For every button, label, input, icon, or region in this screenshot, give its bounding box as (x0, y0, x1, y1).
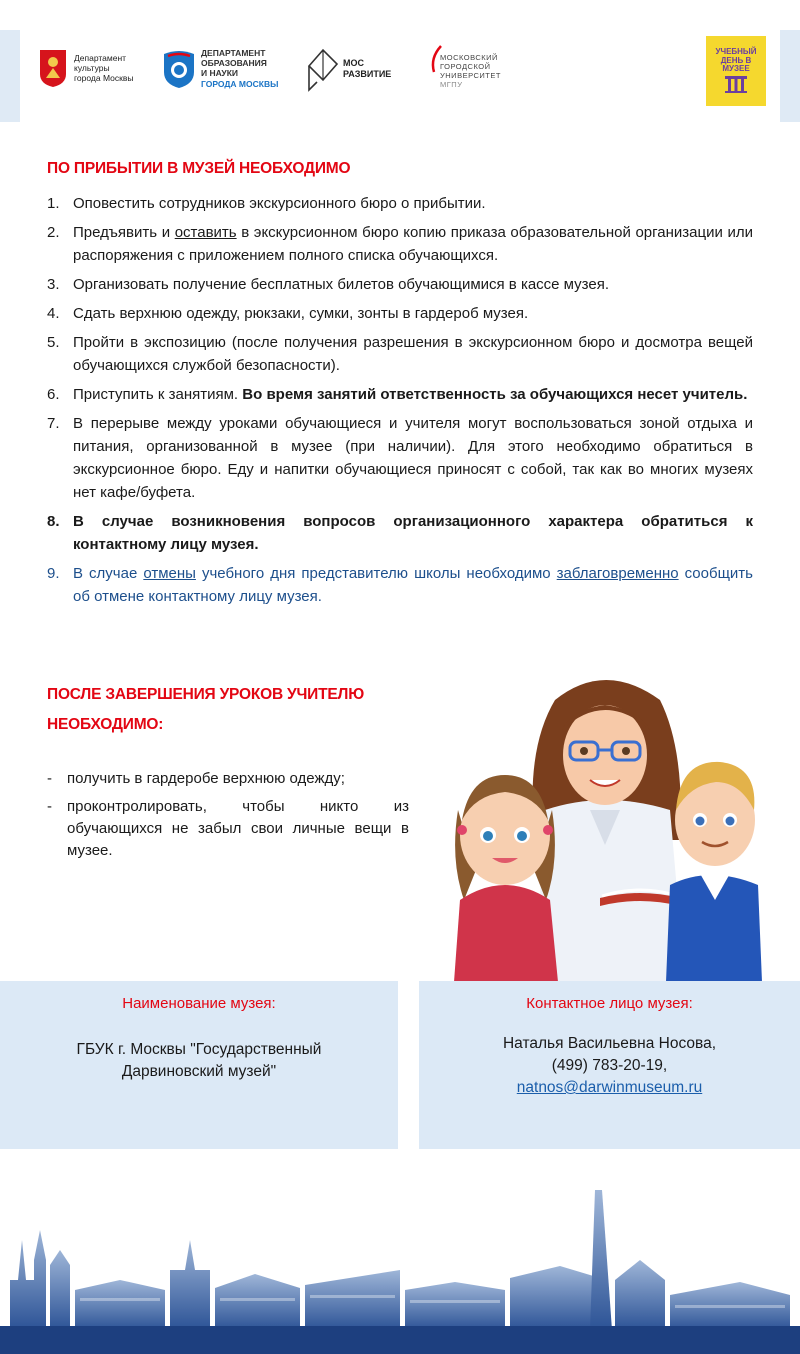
underlined-word: заблаговременно (556, 565, 679, 582)
logo-day-line1: УЧЕБНЫЙ (715, 46, 757, 56)
list-item (47, 331, 753, 377)
list-item-text: Сдать верхнюю одежду, рюкзаки, сумки, зонты в гардероб музея. (73, 305, 529, 322)
list-item-text: в экскурсионном бюро копию приказа образовательной организации или распоряжения с приложением полного списка обучающихся. (73, 224, 753, 264)
museum-name-box (0, 981, 398, 1149)
moscow-coat-of-arms-icon (38, 48, 68, 88)
logo-education-line1: ДЕПАРТАМЕНТ (201, 48, 266, 58)
header-logos (0, 30, 800, 122)
underlined-word: отмены (143, 565, 196, 582)
logo-day-line2: ДЕНЬ В (720, 55, 752, 65)
list-item (47, 221, 753, 267)
logo-education-line2: ОБРАЗОВАНИЯ (201, 58, 267, 69)
list-item-text: сообщить об отмене контактному лицу музея. (73, 565, 753, 605)
logo-mos-line1: МОС (343, 58, 364, 69)
moscow-skyline-illustration (0, 1170, 800, 1330)
logo-mgpu (428, 42, 501, 100)
after-title (47, 680, 364, 740)
logo-mos-line2: РАЗВИТИЕ (343, 69, 392, 79)
list-item (47, 302, 753, 325)
logo-learning-day (706, 36, 766, 106)
list-item-number: 4. (47, 305, 60, 322)
list-item-text: Приступить к занятиям. (73, 386, 243, 403)
contact-value (419, 1033, 800, 1099)
museum-name-line2: Дарвиновский музей" (121, 1063, 277, 1080)
list-item (47, 273, 753, 296)
list-item-text: Оповестить сотрудников экскурсионного бюро о прибытии. (73, 195, 486, 212)
list-item-number: 1. (47, 195, 60, 212)
list-item (47, 383, 753, 406)
museum-name-label: Наименование музея: (122, 995, 276, 1012)
after-title-line1: ПОСЛЕ ЗАВЕРШЕНИЯ УРОКОВ УЧИТЕЛЮ (47, 686, 364, 703)
list-item-number: 2. (47, 224, 60, 241)
column-icon (721, 74, 751, 94)
after-title-line2: НЕОБХОДИМО: (47, 716, 164, 733)
after-list (47, 768, 409, 868)
list-item (47, 412, 753, 504)
list-item-text: В перерыве между уроками обучающиеся и учителя могут воспользоваться зоной отдыха и питания, организованной в музее (при наличии). Для этого необходимо обратиться в экскурсионное бюро. Еду и напитки обучающиеся приносят с собой, так как во многих музеях нет кафе/буфета. (73, 415, 753, 501)
logo-mgpu-line2: ГОРОДСКОЙ (440, 62, 491, 71)
logo-mgpu-line1: МОСКОВСКИЙ (440, 53, 498, 62)
list-item: - проконтролировать, чтобы никто из обучающихся не забыл свои личные вещи в музее. (47, 796, 409, 862)
museum-name-line1: ГБУК г. Москвы "Государственный (76, 1041, 322, 1058)
list-item-number: 9. (47, 565, 60, 582)
contact-email-link[interactable]: natnos@darwinmuseum.ru (516, 1079, 703, 1096)
logo-mgpu-line3: УНИВЕРСИТЕТ (440, 71, 501, 80)
contact-label: Контактное лицо музея: (526, 995, 693, 1012)
logo-mos-razvitie (305, 46, 391, 92)
list-item-text: Организовать получение бесплатных билетов обучающимися в кассе музея. (73, 276, 610, 293)
list-item-number: 6. (47, 386, 60, 403)
arrival-list (47, 192, 753, 614)
mos-razvitie-mark-icon (305, 46, 341, 92)
logo-education-line3: И НАУКИ (201, 68, 239, 79)
logo-culture-line2: культуры (74, 62, 110, 73)
list-item-text: В случае возникновения вопросов организационного характера обратиться к контактному лицу музея. (73, 513, 753, 553)
contact-phone: (499) 783-20-19, (551, 1057, 668, 1074)
list-item-text: учебного дня представителю школы необходимо (195, 565, 557, 582)
logo-education-department (162, 48, 278, 89)
footer-band (0, 1326, 800, 1354)
bold-responsibility-text: Во время занятий ответственность за обучающихся несет учитель. (242, 386, 748, 403)
list-item-text: Пройти в экспозицию (после получения разрешения в экскурсионном бюро и досмотра вещей обучающихся службой безопасности). (73, 334, 753, 374)
list-item-number: 3. (47, 276, 60, 293)
logo-culture-line1: Департамент (74, 52, 127, 63)
list-item-number: 8. (47, 513, 60, 530)
underlined-word: оставить (174, 224, 237, 241)
arrival-title: ПО ПРИБЫТИИ В МУЗЕЙ НЕОБХОДИМО (47, 160, 351, 177)
list-item-number: 5. (47, 334, 60, 351)
logo-education-line4: ГОРОДА МОСКВЫ (201, 78, 279, 89)
list-item-text: В случае (73, 565, 144, 582)
contact-name: Наталья Васильевна Носова, (502, 1035, 716, 1052)
logo-culture-line3: города Москвы (74, 73, 134, 84)
logo-mgpu-line4: МГПУ (440, 80, 463, 89)
education-emblem-icon (162, 48, 196, 88)
teacher-children-illustration (440, 670, 770, 982)
contact-box (419, 981, 800, 1149)
logo-culture-department (38, 48, 133, 88)
list-item (47, 510, 753, 556)
logo-day-line3: МУЗЕЕ (722, 64, 750, 74)
list-item: - получить в гардеробе верхнюю одежду; (47, 768, 409, 790)
museum-name-value (0, 1039, 398, 1083)
list-item-number: 7. (47, 415, 60, 432)
list-item (47, 562, 753, 608)
list-item-text: Предъявить и (73, 224, 175, 241)
list-item (47, 192, 753, 215)
